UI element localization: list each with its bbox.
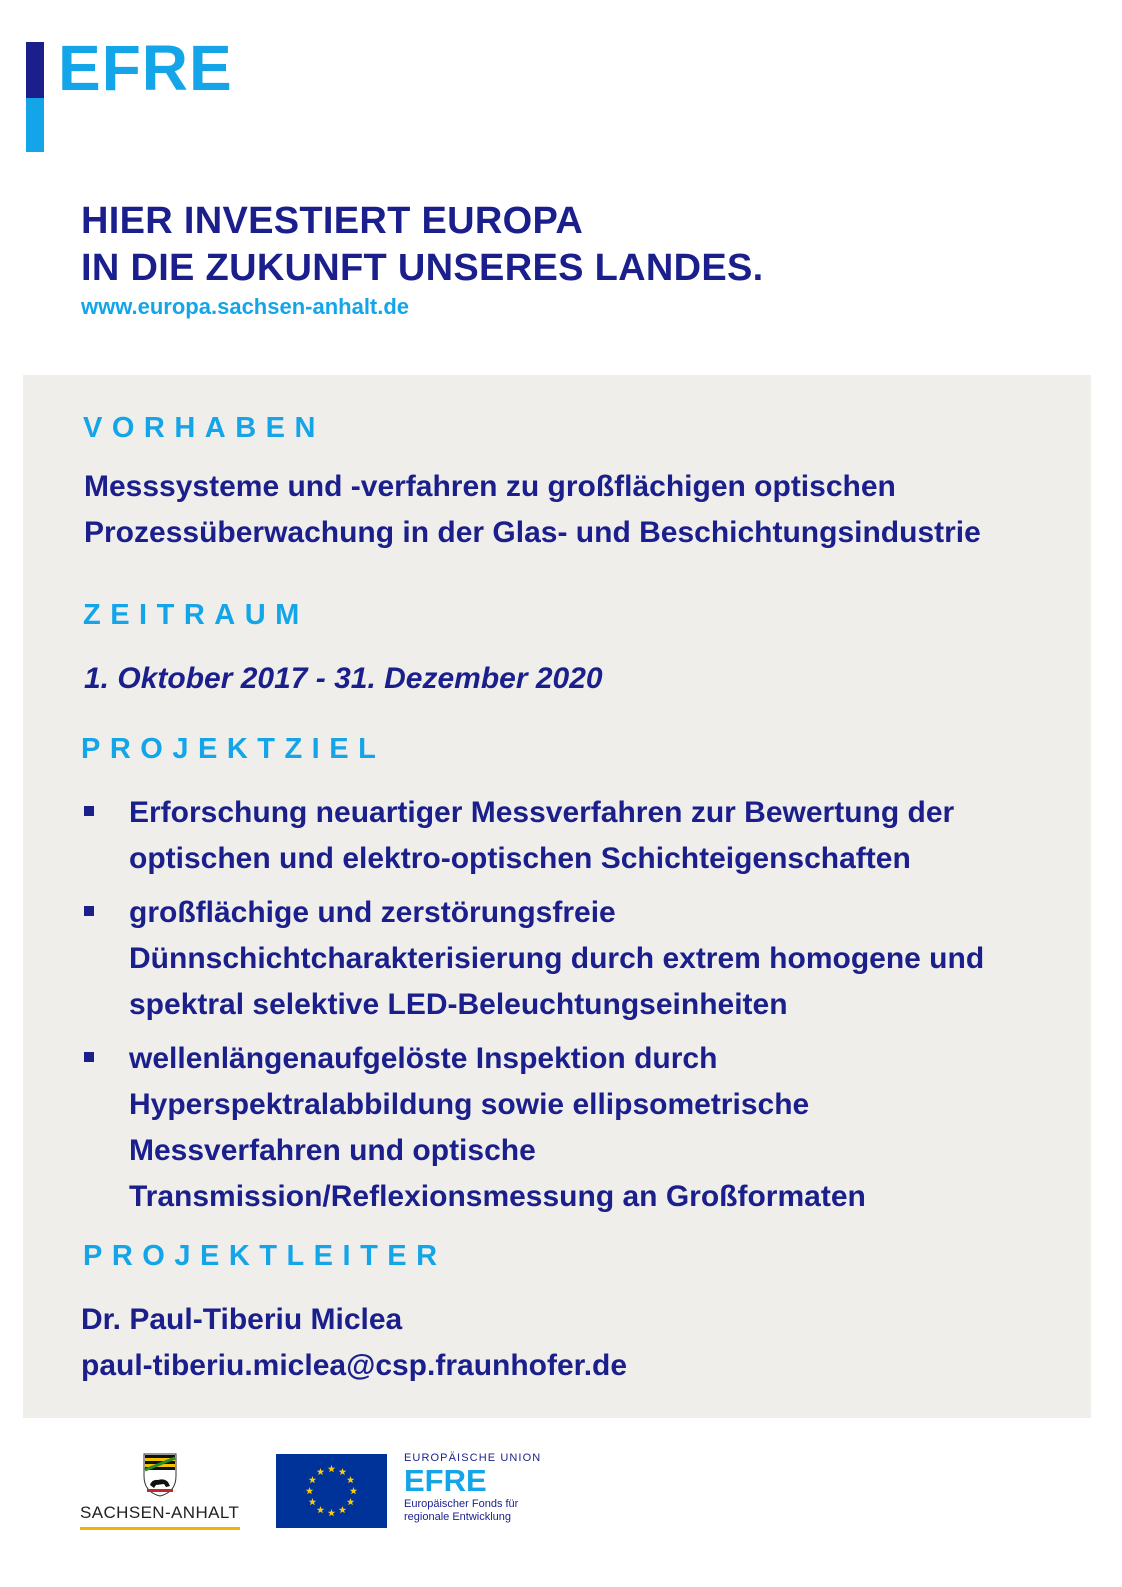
projektziel-label: PROJEKTZIEL <box>81 733 386 765</box>
bullet-text-line: großflächige und zerstörungsfreie <box>129 896 616 929</box>
eu-union-label: EUROPÄISCHE UNION <box>404 1452 542 1464</box>
bullet-text-line: optischen und elektro-optischen Schichteigenschaften <box>129 842 911 875</box>
bullet-text-line: spektral selektive LED-Beleuchtungseinheiten <box>129 988 788 1021</box>
eu-efre-label: EFRE <box>404 1463 487 1498</box>
state-name: SACHSEN-ANHALT <box>80 1503 240 1522</box>
logo-bar-light <box>26 98 44 152</box>
projektleiter-email[interactable]: paul-tiberiu.miclea@csp.fraunhofer.de <box>81 1349 628 1382</box>
bullet-text-line: wellenlängenaufgelöste Inspektion durch <box>129 1042 718 1075</box>
projektleiter-label: PROJEKTLEITER <box>83 1240 447 1272</box>
bullet-text-line: Transmission/Reflexionsmessung an Großformaten <box>129 1180 866 1213</box>
projektziel-list <box>82 790 1082 1228</box>
eu-fonds-line-2: regionale Entwicklung <box>404 1511 512 1523</box>
bullet-text-line: Messverfahren und optische <box>129 1134 536 1167</box>
eu-efre-logo <box>404 1452 604 1524</box>
headline-line-2: IN DIE ZUKUNFT UNSERES LANDES. <box>81 247 764 289</box>
bullet-text-line: Dünnschichtcharakterisierung durch extrem homogene und <box>129 942 985 975</box>
list-item <box>82 790 1082 882</box>
website-link[interactable]: www.europa.sachsen-anhalt.de <box>81 294 410 319</box>
bullet-text-line: Hyperspektralabbildung sowie ellipsometrische <box>129 1088 810 1121</box>
square-bullet-icon <box>84 906 94 916</box>
logo-text: EFRE <box>58 32 233 104</box>
vorhaben-line-1: Messsysteme und -verfahren zu großflächigen optischen <box>84 470 896 503</box>
vorhaben-line-2: Prozessüberwachung in der Glas- und Beschichtungsindustrie <box>84 516 981 549</box>
coat-of-arms-icon <box>142 1452 178 1498</box>
list-item <box>82 1036 1082 1220</box>
square-bullet-icon <box>84 1052 94 1062</box>
headline <box>81 198 1081 320</box>
list-item <box>82 890 1082 1028</box>
efre-logo <box>26 32 233 154</box>
logo-bar-dark <box>26 42 44 98</box>
zeitraum-label: ZEITRAUM <box>83 599 309 631</box>
vorhaben-label: VORHABEN <box>83 412 325 444</box>
bullet-text-line: Erforschung neuartiger Messverfahren zur Bewertung der <box>129 796 955 829</box>
footer <box>0 1440 1122 1587</box>
eu-flag-icon <box>276 1454 387 1528</box>
state-underline <box>80 1527 240 1530</box>
zeitraum-value: 1. Oktober 2017 - 31. Dezember 2020 <box>84 662 603 695</box>
headline-line-1: HIER INVESTIERT EUROPA <box>81 200 584 242</box>
square-bullet-icon <box>84 806 94 816</box>
sachsen-anhalt-logo <box>80 1452 242 1532</box>
eu-fonds-line-1: Europäischer Fonds für <box>404 1498 519 1510</box>
projektleiter-name: Dr. Paul-Tiberiu Miclea <box>81 1303 403 1336</box>
